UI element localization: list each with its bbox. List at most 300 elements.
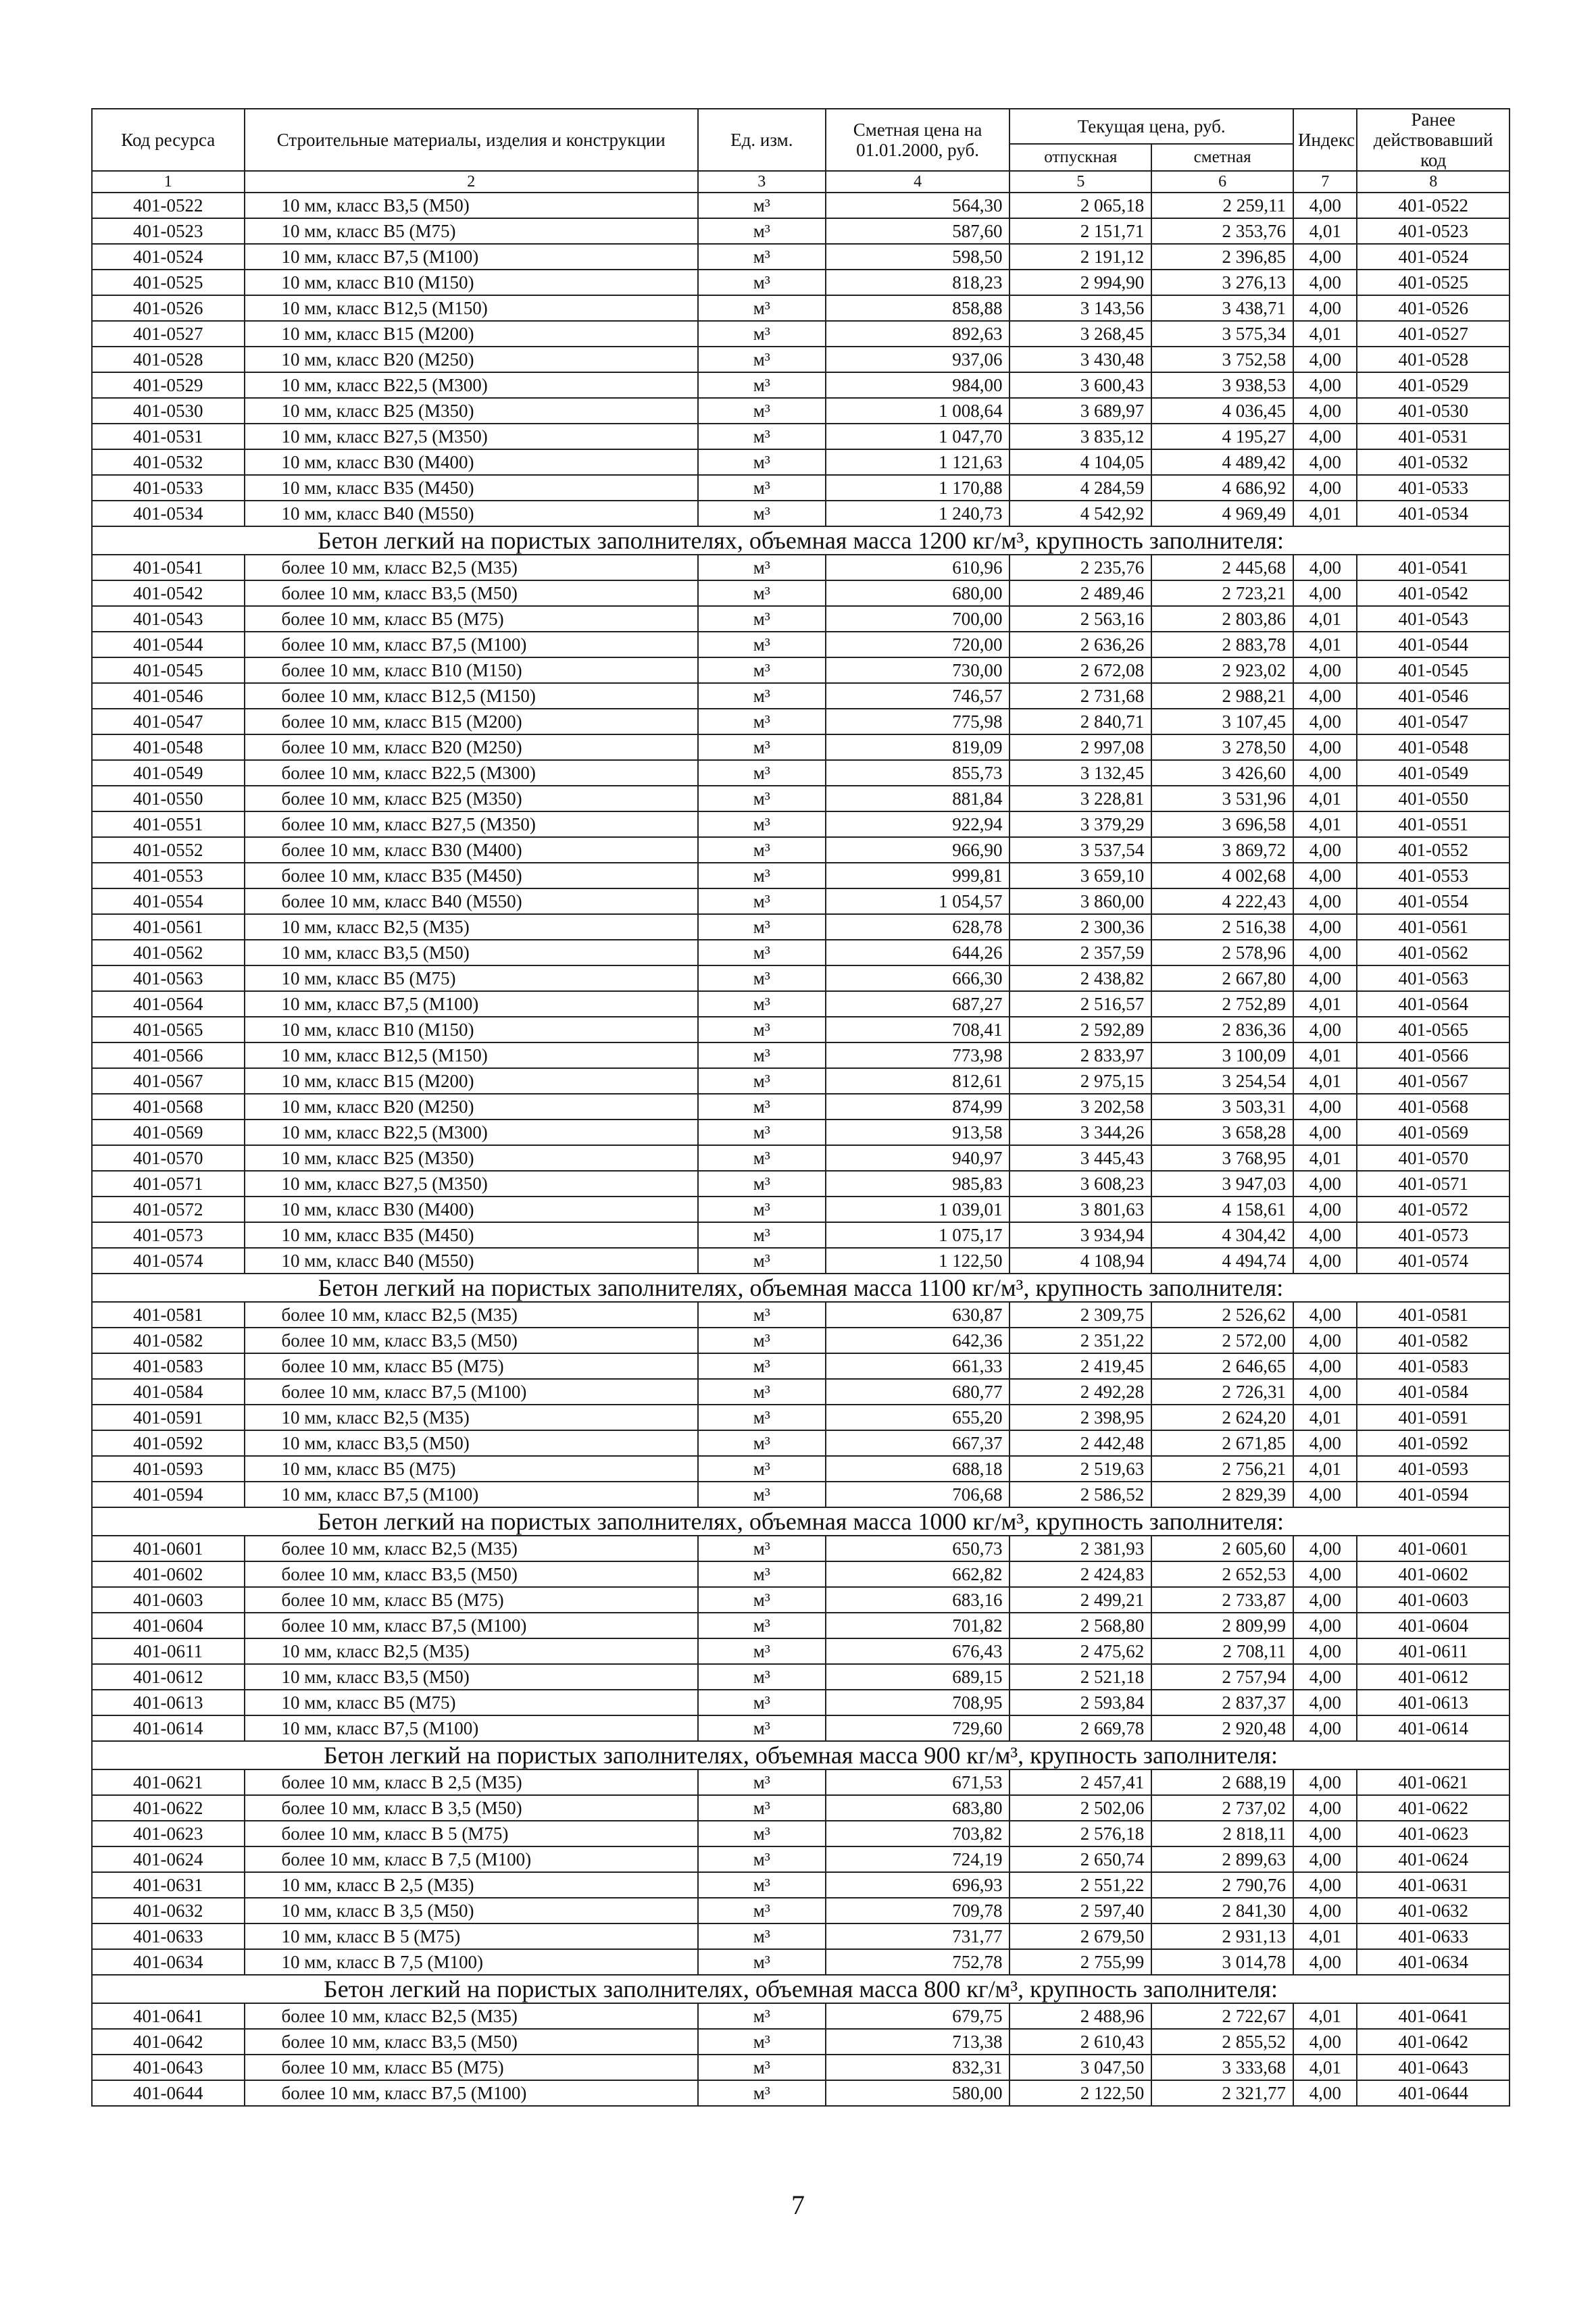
unit-cell: м³: [698, 760, 826, 786]
table-row: [92, 218, 1510, 244]
estimate-price: 2 756,21: [1151, 1456, 1293, 1482]
unit-cell: м³: [698, 424, 826, 449]
material-name: более 10 мм, класс В2,5 (М35): [245, 555, 698, 580]
index-value: 4,01: [1293, 811, 1357, 837]
index-value: 4,00: [1293, 2029, 1357, 2055]
table-row: [92, 1536, 1510, 1561]
material-name: более 10 мм, класс В7,5 (М100): [245, 1379, 698, 1405]
estimate-price: 2 722,67: [1151, 2003, 1293, 2029]
material-name: 10 мм, класс В7,5 (М100): [245, 244, 698, 270]
sell-price: 2 357,59: [1009, 940, 1151, 965]
table-row: [92, 321, 1510, 347]
table-row: [92, 244, 1510, 270]
index-value: 4,01: [1293, 321, 1357, 347]
estimate-price: 4 489,42: [1151, 449, 1293, 475]
sell-price: 3 835,12: [1009, 424, 1151, 449]
sell-price: 2 975,15: [1009, 1068, 1151, 1094]
base-price: 564,30: [826, 193, 1010, 218]
material-name: более 10 мм, класс В20 (М250): [245, 734, 698, 760]
sell-price: 2 488,96: [1009, 2003, 1151, 2029]
table-row: [92, 734, 1510, 760]
material-name: 10 мм, класс В3,5 (М50): [245, 940, 698, 965]
sell-price: 3 228,81: [1009, 786, 1151, 811]
unit-cell: м³: [698, 398, 826, 424]
sell-price: 2 592,89: [1009, 1017, 1151, 1042]
sell-price: 2 568,80: [1009, 1613, 1151, 1638]
column-number: 6: [1151, 171, 1293, 193]
resource-code: 401-0561: [92, 914, 245, 940]
previous-code: 401-0581: [1357, 1302, 1510, 1328]
material-name: более 10 мм, класс В5 (М75): [245, 1353, 698, 1379]
table-row: [92, 709, 1510, 734]
base-price: 752,78: [826, 1949, 1010, 1975]
table-row: [92, 914, 1510, 940]
material-name: 10 мм, класс В20 (М250): [245, 1094, 698, 1120]
previous-code: 401-0568: [1357, 1094, 1510, 1120]
resource-code: 401-0604: [92, 1613, 245, 1638]
base-price: 689,15: [826, 1664, 1010, 1690]
sell-price: 2 731,68: [1009, 683, 1151, 709]
estimate-price: 3 333,68: [1151, 2055, 1293, 2080]
material-name: более 10 мм, класс В3,5 (М50): [245, 1328, 698, 1353]
base-price: 985,83: [826, 1171, 1010, 1197]
material-name: 10 мм, класс В30 (М400): [245, 1197, 698, 1222]
unit-cell: м³: [698, 1068, 826, 1094]
previous-code: 401-0567: [1357, 1068, 1510, 1094]
table-row: [92, 1587, 1510, 1613]
base-price: 687,27: [826, 991, 1010, 1017]
base-price: 913,58: [826, 1120, 1010, 1145]
base-price: 709,78: [826, 1898, 1010, 1923]
sell-price: 3 934,94: [1009, 1222, 1151, 1248]
sell-price: 3 659,10: [1009, 863, 1151, 888]
previous-code: 401-0621: [1357, 1769, 1510, 1795]
material-name: более 10 мм, класс В 3,5 (М50): [245, 1795, 698, 1821]
index-value: 4,00: [1293, 270, 1357, 295]
base-price: 713,38: [826, 2029, 1010, 2055]
column-number: 2: [245, 171, 698, 193]
index-value: 4,00: [1293, 347, 1357, 372]
table-row: [92, 1482, 1510, 1507]
index-value: 4,00: [1293, 1094, 1357, 1120]
index-value: 4,00: [1293, 1302, 1357, 1328]
table-row: [92, 1923, 1510, 1949]
sell-price: 3 445,43: [1009, 1145, 1151, 1171]
material-name: более 10 мм, класс В40 (М550): [245, 888, 698, 914]
unit-cell: м³: [698, 1587, 826, 1613]
previous-code: 401-0563: [1357, 965, 1510, 991]
material-name: 10 мм, класс В35 (М450): [245, 475, 698, 501]
estimate-price: 2 726,31: [1151, 1379, 1293, 1405]
estimate-price: 2 931,13: [1151, 1923, 1293, 1949]
estimate-price: 2 572,00: [1151, 1328, 1293, 1353]
previous-code: 401-0584: [1357, 1379, 1510, 1405]
sell-price: 2 679,50: [1009, 1923, 1151, 1949]
previous-code: 401-0565: [1357, 1017, 1510, 1042]
sell-price: 2 516,57: [1009, 991, 1151, 1017]
material-name: более 10 мм, класс В3,5 (М50): [245, 1561, 698, 1587]
material-name: 10 мм, класс В15 (М200): [245, 1068, 698, 1094]
resource-code: 401-0641: [92, 2003, 245, 2029]
resource-code: 401-0572: [92, 1197, 245, 1222]
estimate-price: 2 667,80: [1151, 965, 1293, 991]
estimate-price: 2 841,30: [1151, 1898, 1293, 1923]
resource-code: 401-0601: [92, 1536, 245, 1561]
previous-code: 401-0642: [1357, 2029, 1510, 2055]
base-price: 688,18: [826, 1456, 1010, 1482]
unit-cell: м³: [698, 1846, 826, 1872]
table-row: [92, 888, 1510, 914]
sell-price: 2 419,45: [1009, 1353, 1151, 1379]
table-row: [92, 1042, 1510, 1068]
material-name: 10 мм, класс В12,5 (М150): [245, 295, 698, 321]
header-current-sell: отпускная: [1009, 144, 1151, 171]
sell-price: 2 610,43: [1009, 2029, 1151, 2055]
table-row: [92, 1171, 1510, 1197]
material-name: 10 мм, класс В2,5 (М35): [245, 914, 698, 940]
base-price: 628,78: [826, 914, 1010, 940]
resource-code: 401-0621: [92, 1769, 245, 1795]
unit-cell: м³: [698, 1302, 826, 1328]
table-row: [92, 1715, 1510, 1741]
previous-code: 401-0524: [1357, 244, 1510, 270]
index-value: 4,00: [1293, 1846, 1357, 1872]
estimate-price: 2 855,52: [1151, 2029, 1293, 2055]
resource-code: 401-0567: [92, 1068, 245, 1094]
unit-cell: м³: [698, 218, 826, 244]
sell-price: 2 122,50: [1009, 2080, 1151, 2106]
previous-code: 401-0523: [1357, 218, 1510, 244]
resource-code: 401-0633: [92, 1923, 245, 1949]
resource-code: 401-0534: [92, 501, 245, 526]
table-row: [92, 1120, 1510, 1145]
material-name: более 10 мм, класс В30 (М400): [245, 837, 698, 863]
header-code: Код ресурса: [92, 109, 245, 171]
index-value: 4,01: [1293, 1456, 1357, 1482]
table-row: [92, 1222, 1510, 1248]
unit-cell: м³: [698, 1248, 826, 1274]
previous-code: 401-0572: [1357, 1197, 1510, 1222]
base-price: 720,00: [826, 632, 1010, 657]
estimate-price: 3 276,13: [1151, 270, 1293, 295]
previous-code: 401-0603: [1357, 1587, 1510, 1613]
unit-cell: м³: [698, 321, 826, 347]
estimate-price: 4 304,42: [1151, 1222, 1293, 1248]
unit-cell: м³: [698, 709, 826, 734]
table-row: [92, 1328, 1510, 1353]
base-price: 1 075,17: [826, 1222, 1010, 1248]
table-row: [92, 940, 1510, 965]
previous-code: 401-0643: [1357, 2055, 1510, 2080]
estimate-price: 2 899,63: [1151, 1846, 1293, 1872]
estimate-price: 2 526,62: [1151, 1302, 1293, 1328]
material-name: более 10 мм, класс В7,5 (М100): [245, 2080, 698, 2106]
index-value: 4,00: [1293, 709, 1357, 734]
base-price: 666,30: [826, 965, 1010, 991]
unit-cell: м³: [698, 1898, 826, 1923]
sell-price: 2 398,95: [1009, 1405, 1151, 1430]
material-name: 10 мм, класс В25 (М350): [245, 1145, 698, 1171]
material-name: 10 мм, класс В35 (М450): [245, 1222, 698, 1248]
material-name: более 10 мм, класс В22,5 (М300): [245, 760, 698, 786]
unit-cell: м³: [698, 1145, 826, 1171]
index-value: 4,00: [1293, 1769, 1357, 1795]
base-price: 746,57: [826, 683, 1010, 709]
estimate-price: 2 988,21: [1151, 683, 1293, 709]
table-row: [92, 1846, 1510, 1872]
resource-code: 401-0541: [92, 555, 245, 580]
base-price: 881,84: [826, 786, 1010, 811]
table-row: [92, 1302, 1510, 1328]
column-number: 5: [1009, 171, 1151, 193]
base-price: 1 170,88: [826, 475, 1010, 501]
unit-cell: м³: [698, 914, 826, 940]
unit-cell: м³: [698, 1430, 826, 1456]
estimate-price: 4 494,74: [1151, 1248, 1293, 1274]
header-prev-code: Ранее действовавший код: [1357, 109, 1510, 171]
unit-cell: м³: [698, 991, 826, 1017]
sell-price: 2 650,74: [1009, 1846, 1151, 1872]
index-value: 4,00: [1293, 734, 1357, 760]
sell-price: 2 489,46: [1009, 580, 1151, 606]
table-row: [92, 580, 1510, 606]
index-value: 4,00: [1293, 2080, 1357, 2106]
resource-code: 401-0526: [92, 295, 245, 321]
sell-price: 3 379,29: [1009, 811, 1151, 837]
previous-code: 401-0573: [1357, 1222, 1510, 1248]
table-row: [92, 837, 1510, 863]
previous-code: 401-0529: [1357, 372, 1510, 398]
index-value: 4,01: [1293, 2003, 1357, 2029]
estimate-price: 2 516,38: [1151, 914, 1293, 940]
material-name: 10 мм, класс В10 (М150): [245, 1017, 698, 1042]
resource-code: 401-0562: [92, 940, 245, 965]
column-number: 3: [698, 171, 826, 193]
index-value: 4,00: [1293, 940, 1357, 965]
index-value: 4,00: [1293, 424, 1357, 449]
section-title: Бетон легкий на пористых заполнителях, объемная масса 800 кг/м³, крупность заполнителя:: [92, 1975, 1510, 2003]
base-price: 701,82: [826, 1613, 1010, 1638]
page-number: 7: [791, 2190, 805, 2220]
base-price: 731,77: [826, 1923, 1010, 1949]
table-row: [92, 193, 1510, 218]
unit-cell: м³: [698, 347, 826, 372]
material-name: более 10 мм, класс В2,5 (М35): [245, 1302, 698, 1328]
resource-code: 401-0644: [92, 2080, 245, 2106]
table-row: [92, 965, 1510, 991]
sell-price: 2 519,63: [1009, 1456, 1151, 1482]
unit-cell: м³: [698, 2003, 826, 2029]
index-value: 4,00: [1293, 837, 1357, 863]
table-row: [92, 1561, 1510, 1587]
index-value: 4,01: [1293, 786, 1357, 811]
base-price: 679,75: [826, 2003, 1010, 2029]
unit-cell: м³: [698, 1664, 826, 1690]
resource-code: 401-0552: [92, 837, 245, 863]
table-row: [92, 475, 1510, 501]
resource-code: 401-0611: [92, 1638, 245, 1664]
base-price: 587,60: [826, 218, 1010, 244]
previous-code: 401-0594: [1357, 1482, 1510, 1507]
base-price: 642,36: [826, 1328, 1010, 1353]
table-row: [92, 1456, 1510, 1482]
sell-price: 2 151,71: [1009, 218, 1151, 244]
estimate-price: 3 438,71: [1151, 295, 1293, 321]
table-row: [92, 1872, 1510, 1898]
table-body: [92, 193, 1510, 2106]
base-price: 706,68: [826, 1482, 1010, 1507]
index-value: 4,01: [1293, 1068, 1357, 1094]
estimate-price: 2 837,37: [1151, 1690, 1293, 1715]
table-row: [92, 786, 1510, 811]
unit-cell: м³: [698, 501, 826, 526]
estimate-price: 2 624,20: [1151, 1405, 1293, 1430]
previous-code: 401-0582: [1357, 1328, 1510, 1353]
unit-cell: м³: [698, 632, 826, 657]
base-price: 812,61: [826, 1068, 1010, 1094]
previous-code: 401-0543: [1357, 606, 1510, 632]
index-value: 4,00: [1293, 1353, 1357, 1379]
index-value: 4,00: [1293, 1638, 1357, 1664]
previous-code: 401-0631: [1357, 1872, 1510, 1898]
table-row: [92, 424, 1510, 449]
table-row: [92, 295, 1510, 321]
previous-code: 401-0522: [1357, 193, 1510, 218]
resource-code: 401-0591: [92, 1405, 245, 1430]
base-price: 655,20: [826, 1405, 1010, 1430]
index-value: 4,00: [1293, 965, 1357, 991]
material-name: 10 мм, класс В27,5 (М350): [245, 424, 698, 449]
index-value: 4,00: [1293, 1536, 1357, 1561]
index-value: 4,00: [1293, 914, 1357, 940]
index-value: 4,00: [1293, 1430, 1357, 1456]
material-name: 10 мм, класс В22,5 (М300): [245, 372, 698, 398]
material-name: 10 мм, класс В40 (М550): [245, 1248, 698, 1274]
table-row: [92, 863, 1510, 888]
sell-price: 3 143,56: [1009, 295, 1151, 321]
column-number: 8: [1357, 171, 1510, 193]
section-header-row: [92, 526, 1510, 555]
index-value: 4,00: [1293, 193, 1357, 218]
estimate-price: 4 158,61: [1151, 1197, 1293, 1222]
resource-code: 401-0528: [92, 347, 245, 372]
sell-price: 2 499,21: [1009, 1587, 1151, 1613]
table-row: [92, 1197, 1510, 1222]
table-row: [92, 270, 1510, 295]
estimate-price: 2 733,87: [1151, 1587, 1293, 1613]
estimate-price: 2 652,53: [1151, 1561, 1293, 1587]
resource-code: 401-0623: [92, 1821, 245, 1846]
table-row: [92, 347, 1510, 372]
estimate-price: 2 809,99: [1151, 1613, 1293, 1638]
unit-cell: м³: [698, 657, 826, 683]
estimate-price: 2 790,76: [1151, 1872, 1293, 1898]
index-value: 4,00: [1293, 1664, 1357, 1690]
base-price: 730,00: [826, 657, 1010, 683]
unit-cell: м³: [698, 2080, 826, 2106]
resource-code: 401-0642: [92, 2029, 245, 2055]
sell-price: 2 065,18: [1009, 193, 1151, 218]
sell-price: 4 108,94: [1009, 1248, 1151, 1274]
resource-code: 401-0548: [92, 734, 245, 760]
base-price: 775,98: [826, 709, 1010, 734]
unit-cell: м³: [698, 1769, 826, 1795]
material-name: более 10 мм, класс В 2,5 (М35): [245, 1769, 698, 1795]
base-price: 696,93: [826, 1872, 1010, 1898]
sell-price: 2 576,18: [1009, 1821, 1151, 1846]
base-price: 874,99: [826, 1094, 1010, 1120]
table-row: [92, 1405, 1510, 1430]
section-header-row: [92, 1507, 1510, 1536]
table-row: [92, 1430, 1510, 1456]
material-name: 10 мм, класс В5 (М75): [245, 1456, 698, 1482]
sell-price: 2 994,90: [1009, 270, 1151, 295]
previous-code: 401-0613: [1357, 1690, 1510, 1715]
index-value: 4,01: [1293, 1145, 1357, 1171]
table-row: [92, 1898, 1510, 1923]
sell-price: 2 833,97: [1009, 1042, 1151, 1068]
sell-price: 2 457,41: [1009, 1769, 1151, 1795]
price-table: [91, 108, 1510, 2107]
resource-code: 401-0525: [92, 270, 245, 295]
index-value: 4,01: [1293, 632, 1357, 657]
index-value: 4,00: [1293, 580, 1357, 606]
base-price: 708,41: [826, 1017, 1010, 1042]
previous-code: 401-0526: [1357, 295, 1510, 321]
sell-price: 2 755,99: [1009, 1949, 1151, 1975]
estimate-price: 3 254,54: [1151, 1068, 1293, 1094]
index-value: 4,01: [1293, 991, 1357, 1017]
previous-code: 401-0530: [1357, 398, 1510, 424]
sell-price: 2 300,36: [1009, 914, 1151, 940]
unit-cell: м³: [698, 1561, 826, 1587]
table-row: [92, 1248, 1510, 1274]
unit-cell: м³: [698, 811, 826, 837]
base-price: 610,96: [826, 555, 1010, 580]
estimate-price: 3 696,58: [1151, 811, 1293, 837]
sell-price: 2 636,26: [1009, 632, 1151, 657]
table-row: [92, 1795, 1510, 1821]
material-name: 10 мм, класс В22,5 (М300): [245, 1120, 698, 1145]
previous-code: 401-0553: [1357, 863, 1510, 888]
unit-cell: м³: [698, 1222, 826, 1248]
index-value: 4,01: [1293, 606, 1357, 632]
sell-price: 2 309,75: [1009, 1302, 1151, 1328]
index-value: 4,00: [1293, 1120, 1357, 1145]
material-name: более 10 мм, класс В3,5 (М50): [245, 580, 698, 606]
resource-code: 401-0574: [92, 1248, 245, 1274]
material-name: 10 мм, класс В40 (М550): [245, 501, 698, 526]
unit-cell: м³: [698, 270, 826, 295]
sell-price: 3 689,97: [1009, 398, 1151, 424]
sell-price: 2 840,71: [1009, 709, 1151, 734]
previous-code: 401-0633: [1357, 1923, 1510, 1949]
material-name: 10 мм, класс В25 (М350): [245, 398, 698, 424]
resource-code: 401-0532: [92, 449, 245, 475]
previous-code: 401-0534: [1357, 501, 1510, 526]
resource-code: 401-0602: [92, 1561, 245, 1587]
unit-cell: м³: [698, 2055, 826, 2080]
table-row: [92, 1664, 1510, 1690]
table-row: [92, 1690, 1510, 1715]
unit-cell: м³: [698, 193, 826, 218]
table-row: [92, 1769, 1510, 1795]
sell-price: 2 191,12: [1009, 244, 1151, 270]
table-row: [92, 1821, 1510, 1846]
index-value: 4,00: [1293, 555, 1357, 580]
material-name: более 10 мм, класс В2,5 (М35): [245, 2003, 698, 2029]
base-price: 676,43: [826, 1638, 1010, 1664]
